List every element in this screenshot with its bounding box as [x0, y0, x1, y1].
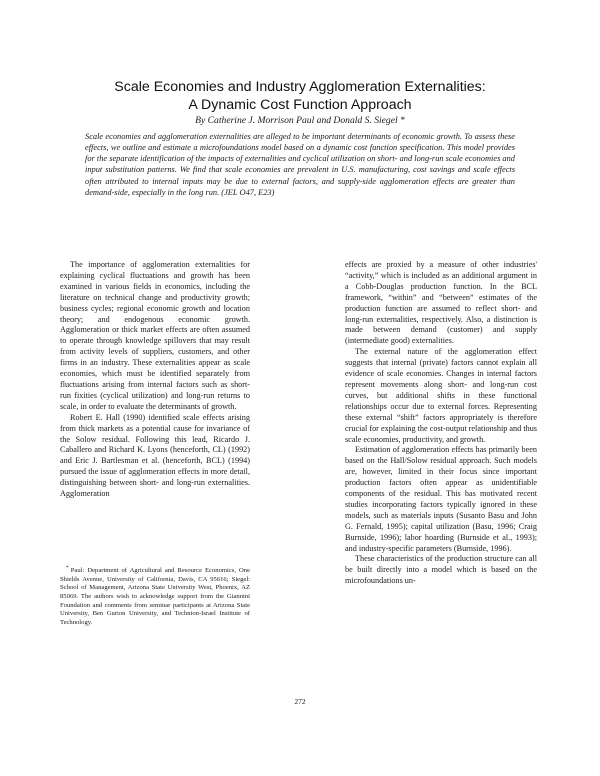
footnote-text: Paul: Department of Agricultural and Resource Economics, One Shields Avenue, University of California, Davis, CA 95616; Siegel: School of Management, Arizona State University West, Phoenix, AZ 85069. The authors wish to acknowledge support from the Giannini Foundation and comments from seminar participants at Arizona State University, Ben Gurion University, and Technion-Israel Institute of Technology.	[60, 567, 250, 626]
body-paragraph: These characteristics of the production structure can all be built directly into a model which is based on the microfoundations un-	[345, 554, 537, 586]
left-column	[60, 260, 250, 500]
body-paragraph: Estimation of agglomeration effects has primarily been based on the Hall/Solow residual approach. Such models are, however, limited in their focus since important production factors often appear as unidentifiable components of the residual. This has motivated recent studies incorporating factors typically ignored in these models, such as materials inputs (Susanto Basu and John G. Fernald, 1995); capital utilization (Basu, 1996; Craig Burnside, 1996); labor hoarding (Burnside et al., 1993); and industry-specific parameters (Burnside, 1996).	[345, 445, 537, 553]
body-paragraph: The external nature of the agglomeration effect suggests that internal (private) factors cannot explain all evidence of scale economies. Changes in internal factors represent movements along short- and long-run cost curves, but additional shifts in these functional relationships occur due to external forces. Representing these external “shift” factors appropriately is therefore crucial for explaining the cost-output relationship and thus scale economies, productivity, and growth.	[345, 347, 537, 444]
title-line-2: A Dynamic Cost Function Approach	[188, 97, 412, 113]
right-column	[345, 260, 537, 587]
body-paragraph: effects are proxied by a measure of other industries' “activity,” which is included as an additional argument in a Cobb-Douglas production function. In the BCL framework, “within” and “between” estimates of the production function are assumed to reflect short- and long-run externalities, respectively. Also, a distinction is made between demand (customer) and supply (intermediate good) externalities.	[345, 260, 537, 346]
footnote-marker: *	[66, 565, 69, 571]
body-paragraph: The importance of agglomeration externalities for explaining cyclical fluctuations and growth has been examined in various fields in economics, including the literature on technical change and productivity growth; business cycles; regional economic growth and location theory; and endogenous economic growth. Agglomeration or thick market effects are often assumed to operate through knowledge spillovers that may result from activity levels of suppliers, customers, and other firms in an industry. These externalities appear as scale economies, which must be identified separately from fluctuations arising from internal factors such as short-run fixities (cyclical utilization) and long-run returns to scale, in order to evaluate the determinants of growth.	[60, 260, 250, 411]
article-title	[40, 78, 560, 114]
body-paragraph: Robert E. Hall (1990) identified scale effects arising from thick markets as a potential cause for invariance of the Solow residual. Following this lead, Ricardo J. Caballero and Richard K. Lyons (henceforth, CL) (1992) and Eric J. Bartlesman et al. (henceforth, BCL) (1994) pursued the issue of agglomeration effects in more detail, distinguishing between short- and long-run externalities. Agglomeration	[60, 412, 250, 499]
title-line-1: Scale Economies and Industry Agglomeration Externalities:	[114, 79, 486, 95]
author-footnote	[60, 564, 250, 627]
page-number: 272	[294, 697, 306, 706]
abstract: Scale economies and agglomeration externalities are alleged to be important determinants of economic growth. To assess these effects, we outline and estimate a microfoundations model based on a dynamic cost function specification. This model provides for the separate identification of the impacts of externalities and cyclical utilization on short- and long-run scale economies and input substitution patterns. We find that scale economies are prevalent in U.S. manufacturing, cost savings and scale effects often attributed to internal inputs may be due to external factors, and supply-side agglomeration effects are greater than demand-side, especially in the long run. (JEL O47, E23)	[85, 132, 515, 197]
author-byline: By Catherine J. Morrison Paul and Donald S. Siegel *	[195, 115, 405, 126]
